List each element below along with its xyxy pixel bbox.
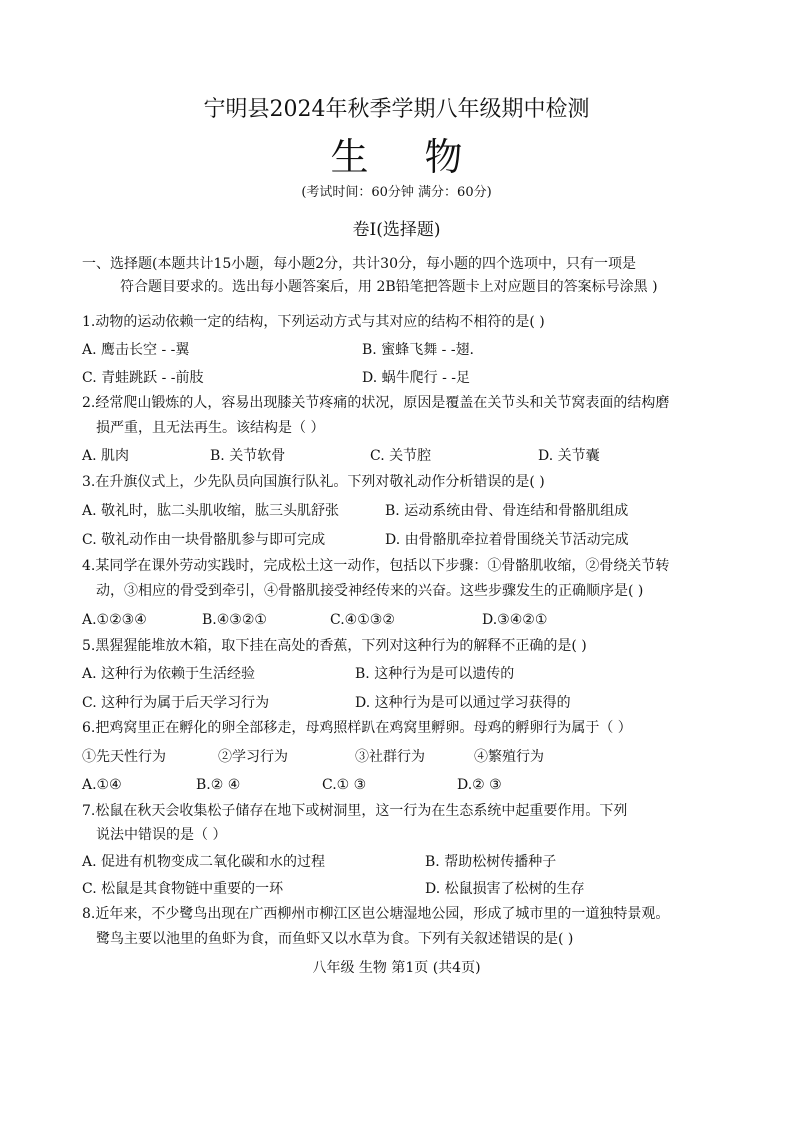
question-1-option-a: A. 鹰击长空 - -翼 xyxy=(82,342,190,358)
question-4-option-c: C.④①③② xyxy=(330,612,395,628)
question-7-option-d: D. 松鼠损害了松树的生存 xyxy=(425,881,585,897)
question-2-option-a: A. 肌肉 xyxy=(82,448,130,464)
question-7-stem-line-1: 7.松鼠在秋天会收集松子储存在地下或树洞里，这一行为在生态系统中起重要作用。下列 xyxy=(82,803,628,819)
instructions-line-2: 符合题目要求的。选出每小题答案后，用 2B铅笔把答题卡上对应题目的答案标号涂黑 ) xyxy=(120,279,658,295)
question-7-option-b: B. 帮助松树传播种子 xyxy=(425,854,557,870)
exam-info: (考试时间：60分钟 满分：60分) xyxy=(301,185,492,200)
page-footer: 八年级 生物 第1页 (共4页) xyxy=(312,960,481,976)
question-7-stem-line-2: 说法中错误的是（ ） xyxy=(96,827,227,843)
question-7-option-c: C. 松鼠是其食物链中重要的一环 xyxy=(82,881,284,897)
question-6-item-3: ③社群行为 xyxy=(355,749,425,765)
question-3-option-b: B. 运动系统由骨、骨连结和骨骼肌组成 xyxy=(385,503,629,519)
question-5-option-a: A. 这种行为依赖于生活经验 xyxy=(82,666,256,682)
question-6-option-a: A.①④ xyxy=(82,777,122,793)
section-title: 卷Ⅰ(选择题) xyxy=(352,220,441,240)
question-1-option-c: C. 青蛙跳跃 - -前肢 xyxy=(82,370,204,386)
question-6-stem: 6.把鸡窝里正在孵化的卵全部移走，母鸡照样趴在鸡窝里孵卵。母鸡的孵卵行为属于（ ） xyxy=(82,720,632,736)
question-3-stem: 3.在升旗仪式上，少先队员向国旗行队礼。下列对敬礼动作分析错误的是( ) xyxy=(82,474,545,490)
question-6-item-4: ④繁殖行为 xyxy=(474,749,544,765)
question-5-option-b: B. 这种行为是可以遗传的 xyxy=(355,666,515,682)
question-8-stem-line-2: 鹭鸟主要以池里的鱼虾为食，而鱼虾又以水草为食。下列有关叙述错误的是( ) xyxy=(96,931,574,947)
question-2-option-b: B. 关节软骨 xyxy=(210,448,286,464)
question-6-option-d: D.② ③ xyxy=(457,777,502,793)
question-8-stem-line-1: 8.近年来，不少鹭鸟出现在广西柳州市柳江区岜公塘湿地公园，形成了城市里的一道独特景观。 xyxy=(82,906,670,922)
question-6-item-2: ②学习行为 xyxy=(218,749,288,765)
question-4-option-b: B.④③②① xyxy=(202,612,267,628)
question-4-option-a: A.①②③④ xyxy=(82,612,147,628)
question-6-option-c: C.① ③ xyxy=(322,777,367,793)
question-5-stem: 5.黑猩猩能堆放木箱，取下挂在高处的香蕉，下列对这种行为的解释不正确的是( ) xyxy=(82,638,587,654)
question-3-option-d: D. 由骨骼肌牵拉着骨围绕关节活动完成 xyxy=(385,532,629,548)
question-1-option-b: B. 蜜蜂飞舞 - -翅. xyxy=(362,342,474,358)
question-2-stem-line-2: 损严重，且无法再生。该结构是（ ） xyxy=(96,420,325,436)
question-4-stem-line-2: 动，③相应的骨受到牵引，④骨骼肌接受神经传来的兴奋。这些步骤发生的正确顺序是( ) xyxy=(96,583,644,599)
subject-title: 生物 xyxy=(330,135,519,179)
question-2-option-c: C. 关节腔 xyxy=(370,448,432,464)
question-3-option-c: C. 敬礼动作由一块骨骼肌参与即可完成 xyxy=(82,532,326,548)
exam-title: 宁明县2024年秋季学期八年级期中检测 xyxy=(203,97,590,122)
question-4-option-d: D.③④②① xyxy=(482,612,548,628)
question-3-option-a: A. 敬礼时，肱二头肌收缩，肱三头肌舒张 xyxy=(82,503,340,519)
question-5-option-c: C. 这种行为属于后天学习行为 xyxy=(82,695,270,711)
question-2-stem-line-1: 2.经常爬山锻炼的人，容易出现膝关节疼痛的状况，原因是覆盖在关节头和关节窝表面的结构磨 xyxy=(82,395,670,411)
question-4-stem-line-1: 4.某同学在课外劳动实践时，完成松土这一动作，包括以下步骤：①骨骼肌收缩，②骨绕关节转 xyxy=(82,558,670,574)
question-5-option-d: D. 这种行为是可以通过学习获得的 xyxy=(355,695,571,711)
question-6-option-b: B.② ④ xyxy=(196,777,241,793)
question-7-option-a: A. 促进有机物变成二氧化碳和水的过程 xyxy=(82,854,326,870)
question-1-option-d: D. 蜗牛爬行 - -足 xyxy=(362,370,470,386)
instructions-line-1: 一、选择题(本题共计15小题，每小题2分，共计30分，每小题的四个选项中，只有一项是 xyxy=(82,256,636,272)
question-6-item-1: ①先天性行为 xyxy=(82,749,166,765)
question-2-option-d: D. 关节囊 xyxy=(538,448,600,464)
question-1-stem: 1.动物的运动依赖一定的结构，下列运动方式与其对应的结构不相符的是( ) xyxy=(82,314,545,330)
